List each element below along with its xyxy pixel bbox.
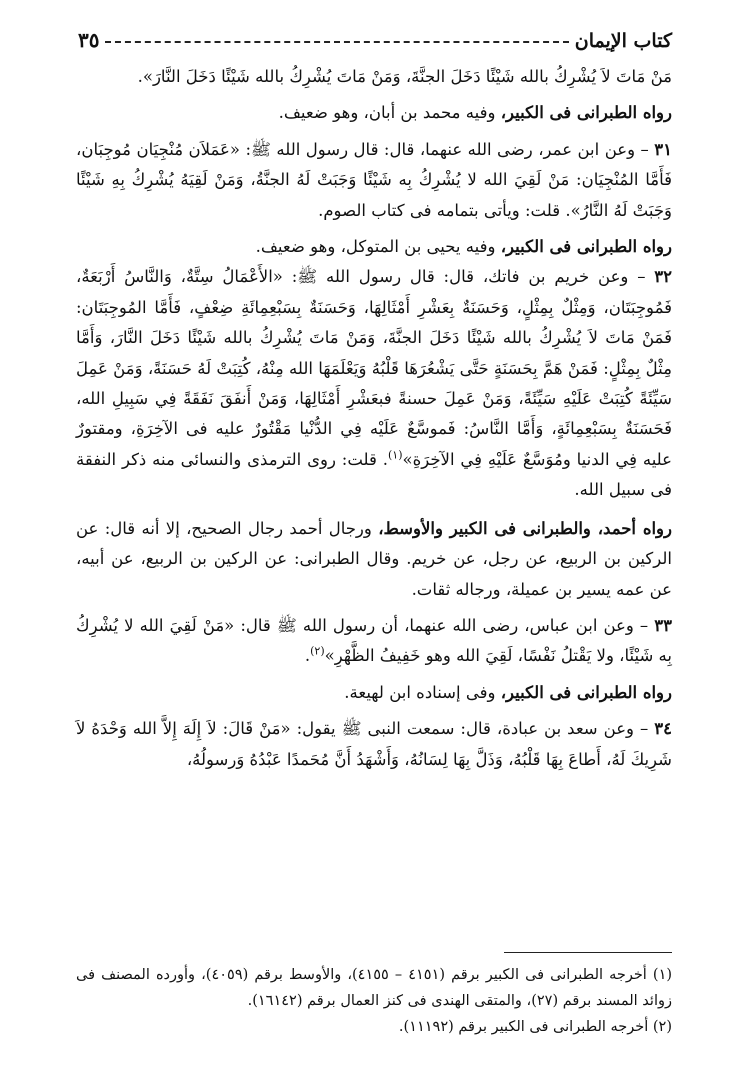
footnote-1: (١) أخرجه الطبرانى فى الكبير برقم (٤١٥١ – ٤١٥٥)، والأوسط برقم (٤٠٥٩)، وأورده المصنف فى زوائد المسند برقم (٢٧)، والمتقى الهندى فى كنز العمال برقم (١٦١٤٢).	[76, 967, 673, 1009]
footnote-ref[interactable]: (٢)	[310, 644, 325, 658]
footnote-ref[interactable]: (١)	[388, 448, 403, 462]
header-dashed-rule	[105, 41, 568, 43]
source-remark: وفى إسناده ابن لهيعة.	[344, 682, 501, 702]
hadith-comment: . قلت: روى الترمذى والنسائى منه ذكر النفقة فى سبيل الله.	[76, 449, 672, 500]
source-remark: وفيه يحيى بن المتوكل، وهو ضعيف.	[255, 237, 501, 257]
running-header	[78, 22, 672, 52]
hadith-31	[76, 135, 672, 226]
hadith-number: ٣١	[654, 139, 672, 159]
hadith-text: – وعن سعد بن عبادة، قال: سمعت النبى ﷺ يقول: «مَنْ قَالَ: لاَ إِلَهَ إِلاَّ الله وَحْدَهُ لاَ شَرِيكَ لَهُ، أَطاعَ بِهَا قَلْبُهُ، وَذَلَّ بِهَا لِسَانُهُ، وَأَشْهَدُ أَنَّ مُحَمدًا عَبْدُهُ وَرسولُهُ،	[76, 719, 672, 769]
page-body	[76, 62, 672, 775]
footnote-separator	[504, 952, 672, 953]
footnotes	[76, 962, 672, 1040]
page-number: ٣٥	[78, 28, 100, 52]
hadith-32	[76, 262, 672, 505]
hadith-34	[76, 714, 672, 775]
source-remark: وفيه محمد بن أبان، وهو ضعيف.	[278, 103, 501, 123]
source-remark: ورجال أحمد رجال الصحيح، إلا أنه قال: عن الركين بن الربيع، عن رجل، عن خريم. وقال الطبرانى: عن الركين بن الربيع، عن أبيه، عن عمه يسير بن عميلة، ورجاله ثقات.	[76, 518, 672, 599]
hadith-number: ٣٣	[654, 615, 672, 635]
hadith-30-ending: مَنْ مَاتَ لاَ يُشْرِكُ بالله شَيْئًا دَخَلَ الجنَّةَ، وَمَنْ مَاتَ يُشْرِكُ بالله شَيْئًا دَخَلَ النَّارَ».	[137, 67, 672, 86]
hadith-end-mark: .	[304, 646, 311, 666]
source-note-32	[76, 514, 672, 605]
hadith-number: ٣٤	[654, 719, 672, 739]
hadith-number: ٣٢	[654, 267, 672, 287]
hadith-text: – وعن ابن عمر، رضى الله عنهما، قال: قال رسول الله ﷺ: «عَمَلاَن مُنْجِيَان مُوجِبَان، فَأَمَّا المُنْجِيَان: مَنْ لَقِيَ الله لا يُشْرِكُ بِه شَيْئًا وَجَبَتْ لَهُ الجنَّةُ، وَمَنْ لَقِيَهُ يُشْرِكُ بِهِ شَيْئًا وَجَبَتْ لَهُ النَّارُ». قلت: ويأتى بتمامه فى كتاب الصوم.	[76, 139, 672, 220]
hadith-text: – وعن خريم بن فاتك، قال: قال رسول الله ﷺ: «الأَعْمَالُ سِتَّةٌ، وَالنَّاسُ أَرْبَعَةٌ، فَمُوجِبَتَان، وَمِثْلٌ بِمِثْلٍ، وَحَسَنَةٌ بِعَشْرِ أَمْثَالِهَا، وَحَسَنَةٌ بِسَبْعِمِائَةِ ضِعْفٍ، فَأَمَّا المُوجِبَتَان: فَمَنْ مَاتَ لاَ يُشْرِكُ بالله شَيْئًا دَخَلَ الجنَّةَ، وَمَنْ مَاتَ يُشْرِكُ بالله شَيْئًا دَخَلَ النَّارَ، وَأَمَّا مِثْلٌ بِمِثْلٍ: فَمَنْ هَمَّ بِحَسَنَةٍ حَتَّى يَشْعُرَهَا قَلْبُهُ وَيَعْلَمَهَا الله مِنْهُ، كُتِبَتْ لَهُ حَسَنَةً، وَمَنْ عَمِلَ سَيِّئَةً كُتِبَتْ عَلَيْهِ سَيِّئَةً، وَمَنْ عَمِلَ حسنةً فبعَشْرِ أَمْثَالِهَا، وَمَنْ أَنفَقَ نَفَقَةً فِي سَبِيلِ الله، فَحَسَنَةٌ بِسَبْعِمِائَةٍ، وَأَمَّا النَّاسُ: فَموسَّعٌ عَلَيْه فِي الدُّنْيا مَقْتُورٌ عليه فى الآخِرَةِ، ومقتورٌ عليه فِي الدنيا ومُوَسَّعٌ عَلَيْهِ فِي الآخِرَةِ»	[76, 267, 672, 469]
chapter-title: كتاب الإيمان	[574, 30, 672, 52]
source-attribution: رواه الطبرانى فى الكبير،	[500, 237, 672, 257]
source-attribution: رواه أحمد، والطبرانى فى الكبير والأوسط،	[378, 518, 672, 538]
source-attribution: رواه الطبرانى فى الكبير،	[500, 682, 672, 702]
source-note-33	[76, 678, 672, 708]
source-note-31	[76, 232, 672, 262]
hadith-text: – وعن ابن عباس، رضى الله عنهما، أن رسول الله ﷺ قال: «مَنْ لَقِيَ الله لا يُشْرِكُ بِه شَيْئًا، ولا يَقْتلُ نَفْسًا، لَقِيَ الله وهو خَفِيفُ الظَّهْرِ»	[76, 615, 672, 666]
source-note-30	[76, 98, 672, 128]
footnote-2: (٢) أخرجه الطبرانى فى الكبير برقم (١١١٩٢).	[398, 1019, 672, 1035]
source-attribution: رواه الطبرانى فى الكبير،	[500, 103, 672, 123]
hadith-33	[76, 611, 672, 672]
